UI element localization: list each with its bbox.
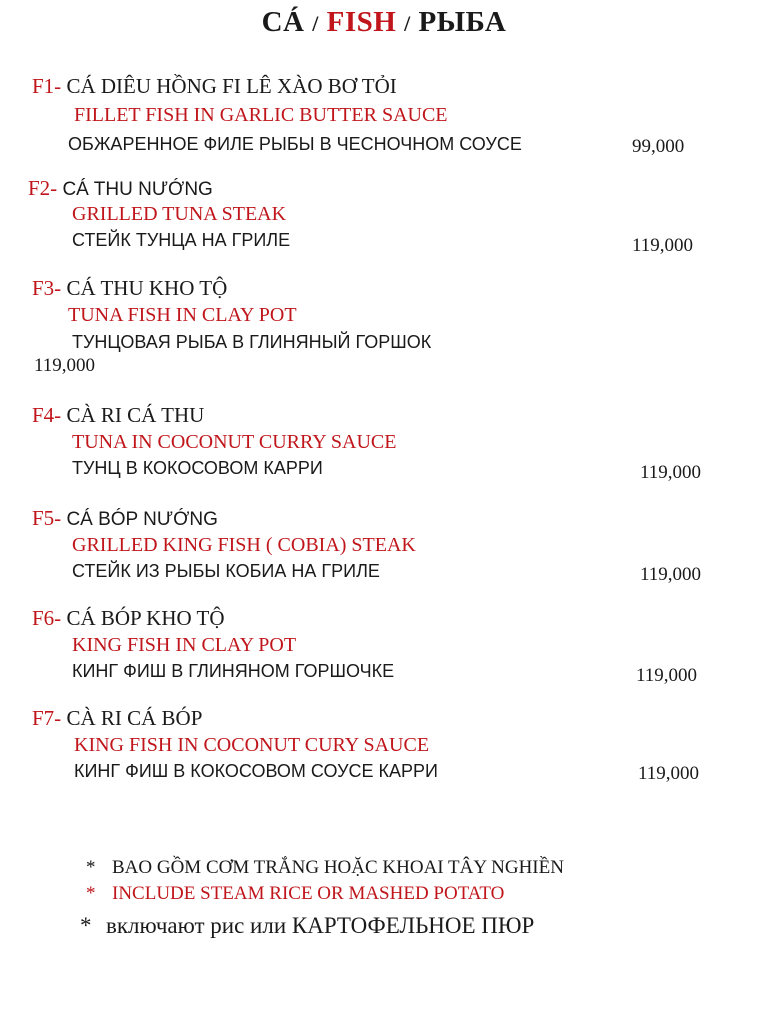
note-vn <box>86 857 564 879</box>
item-name-en: TUNA FISH IN CLAY POT <box>68 304 297 326</box>
item-code: F3- <box>32 276 62 300</box>
item-price: 119,000 <box>640 462 702 483</box>
bullet-star: * <box>86 857 96 878</box>
item-price: 119,000 <box>638 763 700 784</box>
item-name-en: FILLET FISH IN GARLIC BUTTER SAUCE <box>74 104 448 126</box>
item-name-vn: CÁ DIÊU HỒNG FI LÊ XÀO BƠ TỎI <box>66 74 397 98</box>
item-name-en: KING FISH IN CLAY POT <box>72 634 297 656</box>
item-price: 119,000 <box>636 665 698 686</box>
note-en <box>86 883 504 905</box>
note-text-vn: BAO GỒM CƠM TRẮNG HOẶC KHOAI TÂY NGHIỀN <box>112 857 564 878</box>
item-name-vn: CÀ RI CÁ BÓP <box>66 706 203 730</box>
item-price: 119,000 <box>640 564 702 585</box>
item-name-ru: СТЕЙК ИЗ РЫБЫ КОБИА НА ГРИЛЕ <box>72 561 380 581</box>
item-name-vn: CÁ BÓP NƯỚNG <box>66 509 218 530</box>
item-name-ru: ТУНЦОВАЯ РЫБА В ГЛИНЯНЫЙ ГОРШОК <box>72 332 432 352</box>
item-name-en: GRILLED KING FISH ( COBIA) STEAK <box>72 534 416 556</box>
item-code: F2- <box>28 176 58 200</box>
item-name-vn: CÁ BÓP KHO TỘ <box>66 606 225 630</box>
item-name-vn: CÀ RI CÁ THU <box>66 403 205 427</box>
item-name-en: TUNA IN COCONUT CURRY SAUCE <box>72 431 397 453</box>
item-name-ru: КИНГ ФИШ В ГЛИНЯНОМ ГОРШОЧКЕ <box>72 661 395 681</box>
item-name-en: KING FISH IN COCONUT CURY SAUCE <box>74 734 430 756</box>
item-code: F1- <box>32 74 62 98</box>
item-name-vn: CÁ THU NƯỚNG <box>62 179 213 200</box>
item-code: F7- <box>32 706 62 730</box>
bullet-star: * <box>86 883 96 904</box>
item-code: F6- <box>32 606 62 630</box>
bullet-star: * <box>80 913 92 938</box>
item-code: F4- <box>32 403 62 427</box>
item-price: 119,000 <box>34 355 96 376</box>
item-name-en: GRILLED TUNA STEAK <box>72 203 287 225</box>
title-ru: РЫБА <box>418 6 507 38</box>
item-name-ru: ТУНЦ В КОКОСОВОМ КАРРИ <box>72 458 323 478</box>
item-name-ru: СТЕЙК ТУНЦА НА ГРИЛЕ <box>72 230 291 250</box>
item-name-vn: CÁ THU KHO TỘ <box>66 276 228 300</box>
item-price: 119,000 <box>632 235 694 256</box>
title-vn: CÁ <box>261 6 305 38</box>
item-code: F5- <box>32 506 62 530</box>
page-title <box>0 6 768 39</box>
item-name-ru: ОБЖАРЕННОЕ ФИЛЕ РЫБЫ В ЧЕСНОЧНОМ СОУСЕ <box>68 134 522 154</box>
note-text-ru: включают рис или КАРТОФЕЛЬНОЕ ПЮР <box>106 913 535 938</box>
title-separator: / <box>404 11 411 36</box>
title-en: FISH <box>326 6 397 38</box>
item-name-ru: КИНГ ФИШ В КОКОСОВОМ СОУСЕ КАРРИ <box>74 761 438 781</box>
item-price: 99,000 <box>632 136 685 157</box>
title-separator: / <box>312 11 319 36</box>
note-ru <box>80 913 534 939</box>
note-text-en: INCLUDE STEAM RICE OR MASHED POTATO <box>112 883 505 904</box>
